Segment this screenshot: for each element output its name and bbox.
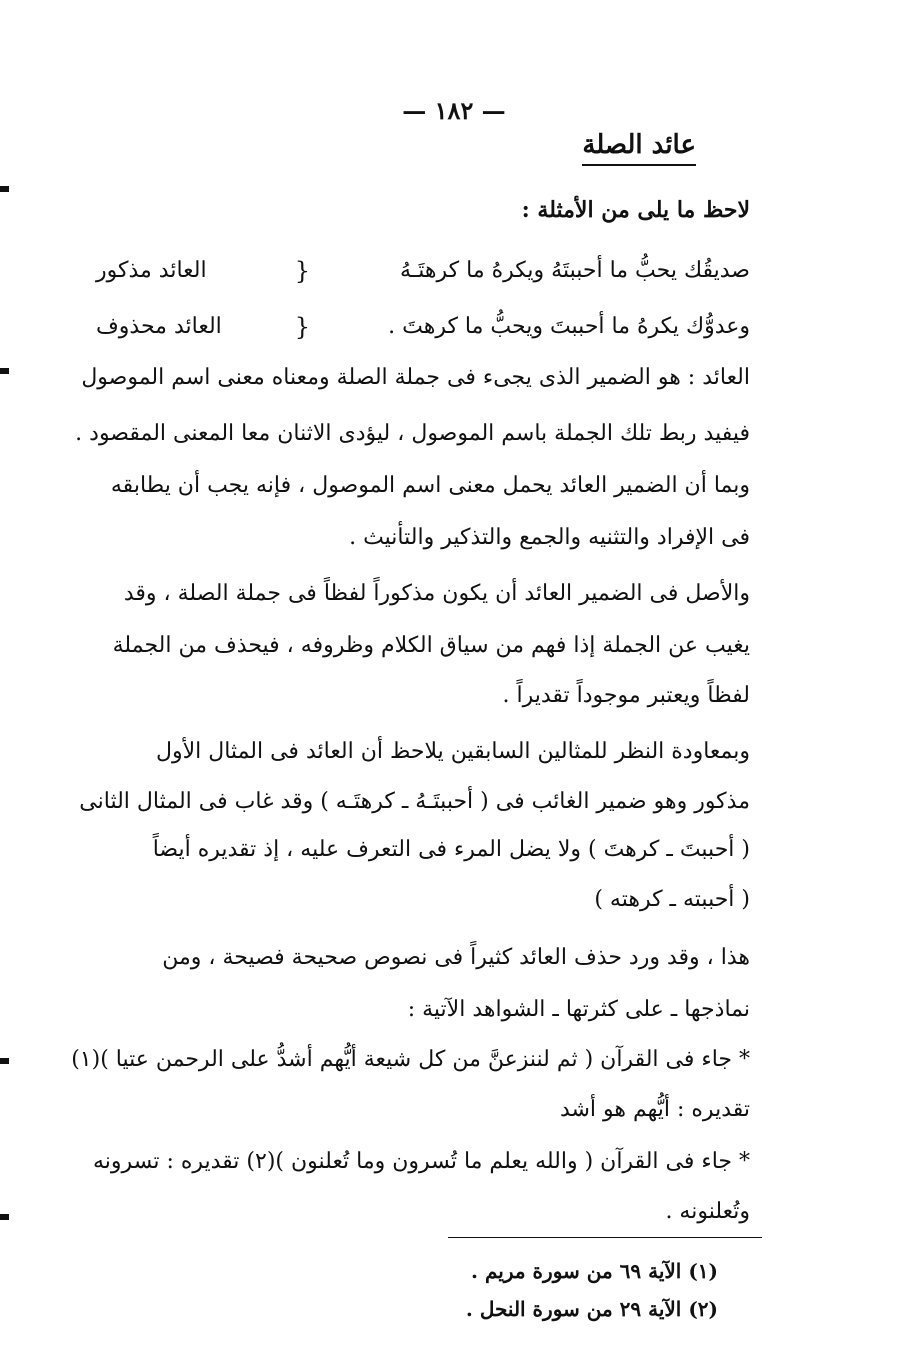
body-line: مذكور وهو ضمير الغائب فى ( أحببتَـهُ ـ كرهتَـه ) وقد غاب فى المثال الثانى — [79, 789, 750, 814]
body-line: والأصل فى الضمير العائد أن يكون مذكوراً لفظاً فى جملة الصلة ، وقد — [123, 581, 750, 606]
intro-line: لاحظ ما يلى من الأمثلة : — [521, 197, 750, 223]
section-heading: عائد الصلة — [582, 130, 696, 166]
footnote: (٢) الآية ٢٩ من سورة النحل . — [465, 1297, 718, 1321]
body-line: وبمعاودة النظر للمثالين السابقين يلاحظ أن العائد فى المثال الأول — [155, 739, 750, 764]
binding-mark — [0, 1214, 9, 1220]
body-line: نماذجها ـ على كثرتها ـ الشواهد الآتية : — [407, 997, 750, 1022]
example-row — [96, 310, 750, 344]
body-line: وبما أن الضمير العائد يحمل معنى اسم الموصول ، فإنه يجب أن يطابقه — [110, 473, 750, 498]
brace-glyph: { — [294, 313, 310, 341]
brace-glyph: { — [294, 257, 310, 285]
binding-mark — [0, 1058, 9, 1064]
body-line: وتُعلنونه . — [665, 1199, 750, 1224]
footnote-divider — [448, 1237, 762, 1238]
body-line: تقديره : أيُّهم هو أشد — [559, 1097, 750, 1122]
body-line: * جاء فى القرآن ( ثم لننزعنَّ من كل شيعة أيُّهم أشدُّ على الرحمن عتيا )(١) — [71, 1047, 750, 1072]
example-row — [96, 254, 750, 288]
body-line: ( أحببته ـ كرهته ) — [594, 887, 750, 912]
example-label: العائد محذوف — [96, 314, 222, 339]
binding-mark — [0, 186, 9, 192]
example-label: العائد مذكور — [96, 258, 207, 283]
body-line: لفظاً ويعتبر موجوداً تقديراً . — [502, 683, 750, 708]
page-number: — ١٨٢ — — [402, 96, 506, 125]
body-line: ( أحببتَ ـ كرهتَ ) ولا يضل المرء فى التعرف عليه ، إذ تقديره أيضاً — [152, 837, 750, 862]
body-line: * جاء فى القرآن ( والله يعلم ما تُسرون وما تُعلنون )(٢) تقديره : تسرونه — [93, 1149, 750, 1174]
body-line: هذا ، وقد ورد حذف العائد كثيراً فى نصوص صحيحة فصيحة ، ومن — [162, 945, 750, 970]
body-line: فيفيد ربط تلك الجملة باسم الموصول ، ليؤدى الاثنان معا المعنى المقصود . — [75, 421, 750, 446]
example-sentence: صديقُك يحبُّ ما أحببتَهُ ويكرهُ ما كرهتَـهُ — [400, 258, 750, 283]
body-line: فى الإفراد والتثنيه والجمع والتذكير والتأنيث . — [349, 525, 750, 550]
body-line: يغيب عن الجملة إذا فهم من سياق الكلام وظروفه ، فيحذف من الجملة — [112, 633, 750, 658]
binding-mark — [0, 368, 9, 374]
body-line: العائد : هو الضمير الذى يجىء فى جملة الصلة ومعناه معنى اسم الموصول — [81, 365, 750, 390]
example-sentence: وعدوُّك يكرهُ ما أحببتَ ويحبُّ ما كرهتَ . — [388, 314, 750, 339]
footnote: (١) الآية ٦٩ من سورة مريم . — [471, 1259, 718, 1283]
